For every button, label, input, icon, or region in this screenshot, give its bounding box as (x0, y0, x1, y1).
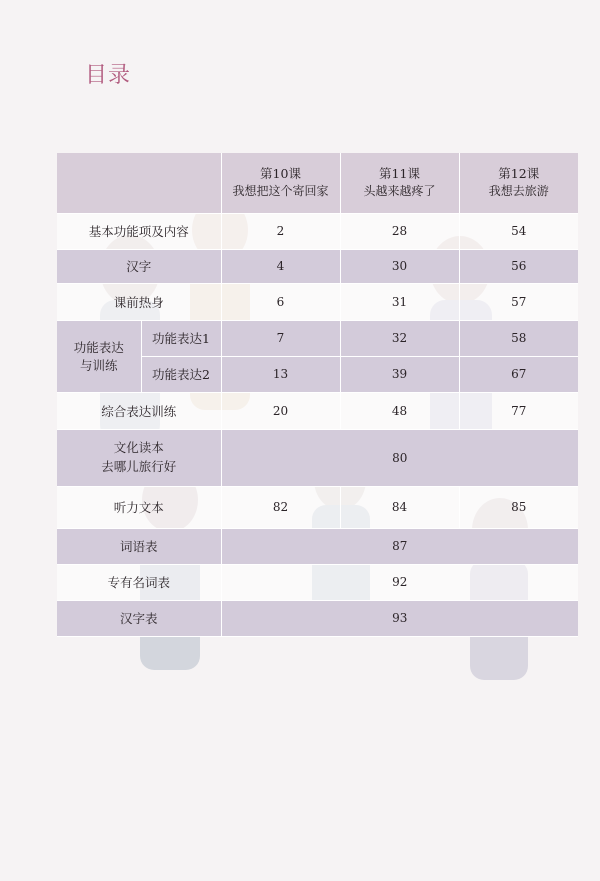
page-number: 28 (340, 213, 459, 249)
page-number: 87 (221, 528, 578, 564)
row-label-comprehensive: 综合表达训练 (57, 392, 221, 429)
page-number: 56 (459, 249, 578, 283)
lesson-number: 第11课 (379, 165, 420, 181)
culture-subtitle: 去哪儿旅行好 (101, 458, 177, 474)
page-number: 93 (221, 600, 578, 636)
group-label-line: 功能表达 (73, 340, 124, 355)
table-row (57, 528, 578, 564)
row-label-listening: 听力文本 (57, 486, 221, 528)
lesson-number: 第12课 (498, 165, 540, 181)
lesson-title: 我想把这个寄回家 (232, 184, 329, 199)
table-row (57, 486, 578, 528)
page-number: 7 (221, 320, 340, 356)
table-row (57, 283, 578, 320)
culture-title: 文化读本 (113, 439, 164, 455)
page-number: 32 (340, 320, 459, 356)
row-label-char-list: 汉字表 (57, 600, 221, 636)
page-number: 54 (459, 213, 578, 249)
row-label-proper-nouns: 专有名词表 (57, 564, 221, 600)
page-title: 目录 (85, 63, 132, 88)
page-number: 2 (221, 213, 340, 249)
lesson-title: 头越来越疼了 (363, 184, 436, 199)
page-number: 67 (459, 356, 578, 392)
page-number: 84 (340, 486, 459, 528)
header-lesson-12 (459, 153, 578, 213)
page-number: 80 (221, 429, 578, 486)
page-number: 31 (340, 283, 459, 320)
page-number: 30 (340, 249, 459, 283)
page-number: 82 (221, 486, 340, 528)
lesson-title: 我想去旅游 (488, 184, 549, 199)
row-label-function-2: 功能表达2 (141, 356, 221, 392)
table-row (57, 213, 578, 249)
table-row (57, 600, 578, 636)
row-label-culture (57, 429, 221, 486)
table-row (57, 564, 578, 600)
table-row (57, 429, 578, 486)
page-number: 85 (459, 486, 578, 528)
page-number: 48 (340, 392, 459, 429)
lesson-number: 第10课 (260, 165, 301, 181)
row-label-basic: 基本功能项及内容 (57, 213, 221, 249)
page-number: 6 (221, 283, 340, 320)
row-label-warmup: 课前热身 (57, 283, 221, 320)
header-blank (57, 153, 221, 213)
group-label-line: 与训练 (79, 358, 118, 373)
header-lesson-10 (221, 153, 340, 213)
header-row (57, 153, 578, 213)
row-label-vocab: 词语表 (57, 528, 221, 564)
page-number: 77 (459, 392, 578, 429)
page-number: 58 (459, 320, 578, 356)
page-number: 39 (340, 356, 459, 392)
table-row (57, 249, 578, 283)
row-label-hanzi: 汉字 (57, 249, 221, 283)
header-lesson-11 (340, 153, 459, 213)
page-number: 13 (221, 356, 340, 392)
contents-table (57, 153, 578, 637)
table-row (57, 392, 578, 429)
row-label-function-1: 功能表达1 (141, 320, 221, 356)
page-number: 4 (221, 249, 340, 283)
page-number: 20 (221, 392, 340, 429)
page-number: 92 (221, 564, 578, 600)
row-label-function-group (57, 320, 141, 392)
table-row (57, 320, 578, 356)
page-number: 57 (459, 283, 578, 320)
